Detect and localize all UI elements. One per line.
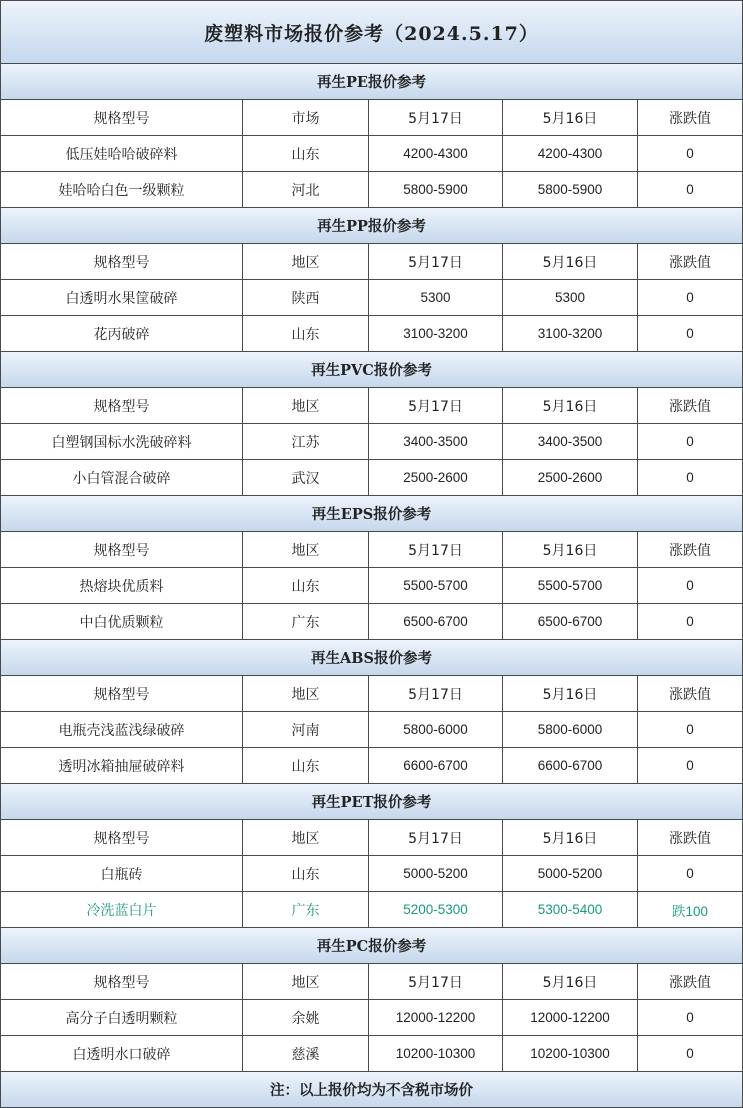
- cell-price-may16: 4200-4300: [503, 136, 638, 171]
- header-change: 涨跌值: [669, 254, 711, 271]
- header-market: 地区: [243, 244, 369, 279]
- cell-price-may17: 6500-6700: [369, 604, 503, 639]
- cell-spec: 冷洗蓝白片: [1, 892, 243, 927]
- table-header-row: [1, 676, 742, 712]
- cell-market: 陕西: [243, 280, 369, 315]
- cell-price-may16: 3100-3200: [503, 316, 638, 351]
- cell-change: 0: [686, 722, 694, 737]
- table-row: [1, 604, 742, 640]
- cell-price-may17: 6600-6700: [369, 748, 503, 783]
- section-heading: 再生EPS报价参考: [1, 496, 742, 532]
- header-price-may17: 5月17日: [369, 388, 503, 423]
- cell-spec: 小白管混合破碎: [1, 460, 243, 495]
- cell-price-may17: 5000-5200: [369, 856, 503, 891]
- section-heading: 再生PE报价参考: [1, 64, 742, 100]
- cell-price-may17: 2500-2600: [369, 460, 503, 495]
- header-market: 地区: [243, 676, 369, 711]
- cell-market: 山东: [243, 136, 369, 171]
- header-change: 涨跌值: [669, 110, 711, 127]
- header-price-may17: 5月17日: [369, 532, 503, 567]
- table-row: [1, 892, 742, 928]
- cell-change: 0: [686, 290, 694, 305]
- header-price-may17: 5月17日: [369, 100, 503, 135]
- table-row: [1, 460, 742, 496]
- cell-spec: 白透明水果筐破碎: [1, 280, 243, 315]
- cell-spec: 低压娃哈哈破碎料: [1, 136, 243, 171]
- sections-container: [1, 64, 742, 1072]
- cell-market: 山东: [243, 568, 369, 603]
- cell-market: 河南: [243, 712, 369, 747]
- header-price-may17: 5月17日: [369, 820, 503, 855]
- cell-spec: 中白优质颗粒: [1, 604, 243, 639]
- cell-price-may16: 6600-6700: [503, 748, 638, 783]
- cell-price-may16: 2500-2600: [503, 460, 638, 495]
- header-change: 涨跌值: [669, 542, 711, 559]
- cell-change: 0: [686, 578, 694, 593]
- cell-change: 0: [686, 758, 694, 773]
- cell-market: 广东: [243, 892, 369, 927]
- cell-price-may17: 5800-6000: [369, 712, 503, 747]
- footer-note: 注：以上报价均为不含税市场价: [1, 1072, 742, 1108]
- table-header-row: [1, 100, 742, 136]
- header-change: 涨跌值: [669, 830, 711, 847]
- table-row: [1, 1036, 742, 1072]
- header-price-may16: 5月16日: [503, 676, 638, 711]
- cell-spec: 热熔块优质料: [1, 568, 243, 603]
- table-header-row: [1, 532, 742, 568]
- cell-price-may16: 5500-5700: [503, 568, 638, 603]
- header-market: 地区: [243, 388, 369, 423]
- cell-price-may16: 5800-6000: [503, 712, 638, 747]
- cell-price-may16: 5000-5200: [503, 856, 638, 891]
- cell-market: 山东: [243, 316, 369, 351]
- header-market: 地区: [243, 820, 369, 855]
- header-spec: 规格型号: [1, 820, 243, 855]
- header-price-may17: 5月17日: [369, 244, 503, 279]
- header-change: 涨跌值: [669, 974, 711, 991]
- cell-market: 武汉: [243, 460, 369, 495]
- cell-spec: 白瓶砖: [1, 856, 243, 891]
- cell-spec: 娃哈哈白色一级颗粒: [1, 172, 243, 207]
- header-price-may16: 5月16日: [503, 244, 638, 279]
- cell-market: 河北: [243, 172, 369, 207]
- table-header-row: [1, 820, 742, 856]
- table-row: [1, 568, 742, 604]
- cell-price-may17: 10200-10300: [369, 1036, 503, 1071]
- section-heading: 再生PVC报价参考: [1, 352, 742, 388]
- header-price-may16: 5月16日: [503, 964, 638, 999]
- cell-market: 余姚: [243, 1000, 369, 1035]
- header-spec: 规格型号: [1, 964, 243, 999]
- table-header-row: [1, 964, 742, 1000]
- cell-price-may16: 12000-12200: [503, 1000, 638, 1035]
- cell-price-may16: 6500-6700: [503, 604, 638, 639]
- cell-price-may17: 5500-5700: [369, 568, 503, 603]
- cell-price-may16: 10200-10300: [503, 1036, 638, 1071]
- section-heading: 再生PET报价参考: [1, 784, 742, 820]
- cell-market: 广东: [243, 604, 369, 639]
- cell-spec: 电瓶壳浅蓝浅绿破碎: [1, 712, 243, 747]
- header-spec: 规格型号: [1, 388, 243, 423]
- cell-change: 0: [686, 866, 694, 881]
- cell-change: 0: [686, 614, 694, 629]
- cell-change: 0: [686, 182, 694, 197]
- cell-price-may17: 3100-3200: [369, 316, 503, 351]
- table-row: [1, 136, 742, 172]
- cell-change: 0: [686, 1046, 694, 1061]
- cell-market: 山东: [243, 856, 369, 891]
- cell-change: 0: [686, 434, 694, 449]
- cell-market: 慈溪: [243, 1036, 369, 1071]
- header-change: 涨跌值: [669, 686, 711, 703]
- header-price-may17: 5月17日: [369, 964, 503, 999]
- cell-price-may17: 4200-4300: [369, 136, 503, 171]
- table-row: [1, 748, 742, 784]
- cell-spec: 花丙破碎: [1, 316, 243, 351]
- cell-market: 山东: [243, 748, 369, 783]
- table-row: [1, 172, 742, 208]
- cell-price-may17: 12000-12200: [369, 1000, 503, 1035]
- cell-price-may17: 5200-5300: [369, 892, 503, 927]
- cell-price-may17: 5300: [369, 280, 503, 315]
- cell-spec: 白透明水口破碎: [1, 1036, 243, 1071]
- header-spec: 规格型号: [1, 532, 243, 567]
- header-price-may16: 5月16日: [503, 532, 638, 567]
- cell-price-may16: 5300-5400: [503, 892, 638, 927]
- cell-price-may16: 5300: [503, 280, 638, 315]
- header-price-may16: 5月16日: [503, 820, 638, 855]
- table-header-row: [1, 244, 742, 280]
- table-row: [1, 316, 742, 352]
- header-market: 地区: [243, 532, 369, 567]
- header-market: 市场: [243, 100, 369, 135]
- cell-price-may16: 5800-5900: [503, 172, 638, 207]
- header-market: 地区: [243, 964, 369, 999]
- header-change: 涨跌值: [669, 398, 711, 415]
- cell-spec: 透明冰箱抽屉破碎料: [1, 748, 243, 783]
- header-price-may16: 5月16日: [503, 388, 638, 423]
- cell-price-may17: 3400-3500: [369, 424, 503, 459]
- section-heading: 再生PC报价参考: [1, 928, 742, 964]
- header-spec: 规格型号: [1, 244, 243, 279]
- cell-price-may16: 3400-3500: [503, 424, 638, 459]
- table-row: [1, 424, 742, 460]
- header-spec: 规格型号: [1, 100, 243, 135]
- header-spec: 规格型号: [1, 676, 243, 711]
- section-heading: 再生PP报价参考: [1, 208, 742, 244]
- cell-change: 跌100: [671, 903, 709, 919]
- table-row: [1, 712, 742, 748]
- table-row: [1, 856, 742, 892]
- table-row: [1, 1000, 742, 1036]
- cell-spec: 白塑钢国标水洗破碎料: [1, 424, 243, 459]
- cell-market: 江苏: [243, 424, 369, 459]
- table-header-row: [1, 388, 742, 424]
- header-price-may17: 5月17日: [369, 676, 503, 711]
- table-row: [1, 280, 742, 316]
- section-heading: 再生ABS报价参考: [1, 640, 742, 676]
- page-title: 废塑料市场报价参考（2024.5.17）: [1, 1, 742, 64]
- cell-change: 0: [686, 1010, 694, 1025]
- cell-spec: 高分子白透明颗粒: [1, 1000, 243, 1035]
- cell-change: 0: [686, 470, 694, 485]
- header-price-may16: 5月16日: [503, 100, 638, 135]
- cell-price-may17: 5800-5900: [369, 172, 503, 207]
- cell-change: 0: [686, 326, 694, 341]
- cell-change: 0: [686, 146, 694, 161]
